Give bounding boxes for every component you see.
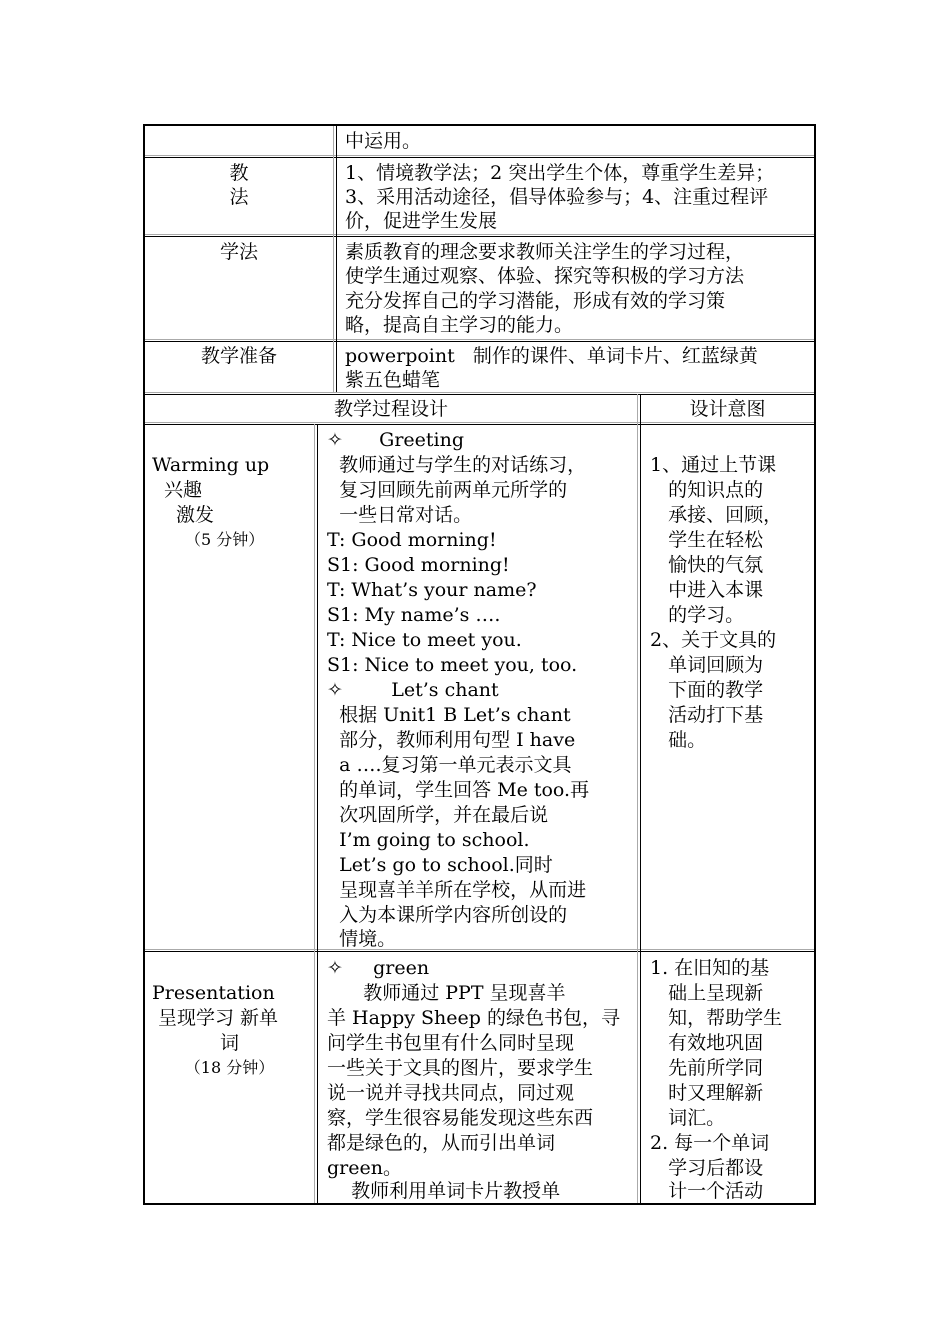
presentation-intent-line: 词汇。 (650, 1107, 726, 1129)
presentation-process-line: green。 (327, 1157, 402, 1179)
presentation-intent-line: 有效地巩固 (650, 1032, 764, 1054)
warmup-intent-line: 活动打下基 (650, 704, 764, 726)
warmup-process-line: a ….复习第一单元表示文具 (327, 754, 572, 776)
learning-method-text: 使学生通过观察、体验、探究等积极的学习方法 (345, 265, 745, 287)
presentation-intent-line: 时又理解新 (650, 1082, 764, 1104)
presentation-process-line: 问学生书包里有什么同时呈现 (327, 1032, 575, 1054)
warmup-intent-line: 中进入本课 (650, 579, 764, 601)
presentation-stage-time: （18 分钟） (184, 1058, 275, 1077)
column-divider (637, 424, 638, 1203)
presentation-process-line: 一些关于文具的图片，要求学生 (327, 1057, 594, 1079)
presentation-process-line: 教师通过 PPT 呈现喜羊 (327, 982, 566, 1004)
warmup-process-line: 部分，教师利用句型 I have (327, 729, 576, 751)
column-divider (333, 126, 334, 392)
warmup-process-line: T: What’s your name? (327, 579, 537, 601)
presentation-intent-line: 知，帮助学生 (650, 1007, 783, 1029)
presentation-intent-line: 1. 在旧知的基 (650, 957, 770, 979)
table-border-right (814, 124, 816, 1205)
column-divider (317, 424, 318, 1203)
presentation-stage-name: 词 (219, 1032, 239, 1054)
warmup-intent-line: 的知识点的 (650, 479, 764, 501)
teaching-method-label: 法 (229, 186, 249, 208)
row-divider (145, 236, 814, 237)
warmup-stage-name: Warming up (152, 454, 270, 476)
teaching-method-text: 3、采用活动途径，倡导体验参与；4、注重过程评 (345, 186, 769, 208)
learning-method-text: 素质教育的理念要求教师关注学生的学习过程， (345, 241, 745, 263)
teaching-method-text: 1、情境教学法；2 突出学生个体，尊重学生差异； (345, 162, 775, 184)
presentation-intent-line: 计一个活动 (650, 1180, 764, 1202)
learning-method-label: 学法 (219, 241, 258, 263)
table-border-top (143, 124, 816, 126)
warmup-stage-name: 兴趣 (164, 479, 203, 501)
row-divider (145, 392, 814, 393)
warmup-intent-line: 愉快的气氛 (650, 554, 764, 576)
warmup-stage-time: （5 分钟） (185, 530, 265, 549)
presentation-intent-line: 学习后都设 (650, 1157, 764, 1179)
row-divider (145, 394, 814, 395)
column-divider (314, 424, 315, 1203)
warmup-intent-line: 的学习。 (650, 604, 745, 626)
design-intent-header: 设计意图 (689, 398, 766, 420)
continuation-text: 中运用。 (345, 130, 422, 152)
presentation-process-line: 察，学生很容易能发现这些东西 (327, 1107, 594, 1129)
warmup-process-line: ✧ Let’s chant (327, 679, 499, 701)
process-design-header: 教学过程设计 (333, 398, 448, 420)
presentation-process-line: 羊 Happy Sheep 的绿色书包，寻 (327, 1007, 620, 1029)
preparation-label: 教学准备 (200, 345, 277, 367)
warmup-process-line: S1: My name’s …. (327, 604, 501, 626)
warmup-process-line: 呈现喜羊羊所在学校，从而进 (327, 879, 587, 901)
warmup-process-line: 情境。 (327, 928, 397, 950)
presentation-process-line: 都是绿色的，从而引出单词 (327, 1132, 556, 1154)
warmup-process-line: 次巩固所学，并在最后说 (327, 804, 549, 826)
teaching-method-text: 价，促进学生发展 (345, 210, 498, 232)
presentation-process-line: ✧ green (327, 957, 430, 979)
teaching-method-label: 教 (229, 162, 249, 184)
row-divider (145, 341, 814, 342)
warmup-process-line: T: Nice to meet you. (327, 629, 522, 651)
warmup-process-line: 的单词，学生回答 Me too.再 (327, 779, 590, 801)
presentation-stage-name: 呈现学习 新单 (158, 1007, 279, 1029)
row-divider (145, 951, 814, 952)
warmup-intent-line: 1、通过上节课 (650, 454, 777, 476)
row-divider (145, 949, 814, 950)
presentation-intent-line: 2. 每一个单词 (650, 1132, 770, 1154)
row-divider (145, 155, 814, 156)
presentation-intent-line: 础上呈现新 (650, 982, 764, 1004)
warmup-process-line: S1: Nice to meet you, too. (327, 654, 578, 676)
presentation-stage-name: Presentation (152, 982, 275, 1004)
warmup-stage-name: 激发 (176, 504, 215, 526)
warmup-process-line: ✧ Greeting (327, 429, 465, 451)
warmup-intent-line: 2、关于文具的 (650, 629, 777, 651)
warmup-process-line: 一些日常对话。 (327, 504, 473, 526)
presentation-process-line: 教师利用单词卡片教授单 (327, 1180, 561, 1202)
warmup-intent-line: 学生在轻松 (650, 529, 764, 551)
warmup-process-line: T: Good morning! (327, 529, 497, 551)
row-divider (145, 234, 814, 235)
warmup-process-line: 教师通过与学生的对话练习， (327, 454, 587, 476)
column-divider (640, 424, 641, 1203)
column-divider (336, 126, 337, 392)
learning-method-text: 略，提高自主学习的能力。 (345, 314, 574, 336)
presentation-intent-line: 先前所学同 (650, 1057, 764, 1079)
warmup-intent-line: 单词回顾为 (650, 654, 764, 676)
column-divider (637, 394, 638, 424)
row-divider (145, 339, 814, 340)
warmup-intent-line: 础。 (650, 729, 707, 751)
warmup-process-line: Let’s go to school.同时 (327, 854, 553, 876)
row-divider (145, 424, 814, 425)
presentation-process-line: 说一说并寻找共同点，同过观 (327, 1082, 575, 1104)
preparation-text: powerpoint 制作的课件、单词卡片、红蓝绿黄 (345, 345, 758, 367)
warmup-process-line: S1: Good morning! (327, 554, 510, 576)
warmup-process-line: 入为本课所学内容所创设的 (327, 904, 568, 926)
learning-method-text: 充分发挥自己的学习潜能，形成有效的学习策 (345, 290, 726, 312)
warmup-process-line: I’m going to school. (327, 829, 530, 851)
row-divider (145, 157, 814, 158)
warmup-intent-line: 承接、回顾， (650, 504, 783, 526)
warmup-process-line: 根据 Unit1 B Let’s chant (327, 704, 571, 726)
warmup-process-line: 复习回顾先前两单元所学的 (327, 479, 568, 501)
warmup-intent-line: 下面的教学 (650, 679, 764, 701)
row-divider (145, 422, 814, 423)
preparation-text: 紫五色蜡笔 (345, 369, 441, 391)
